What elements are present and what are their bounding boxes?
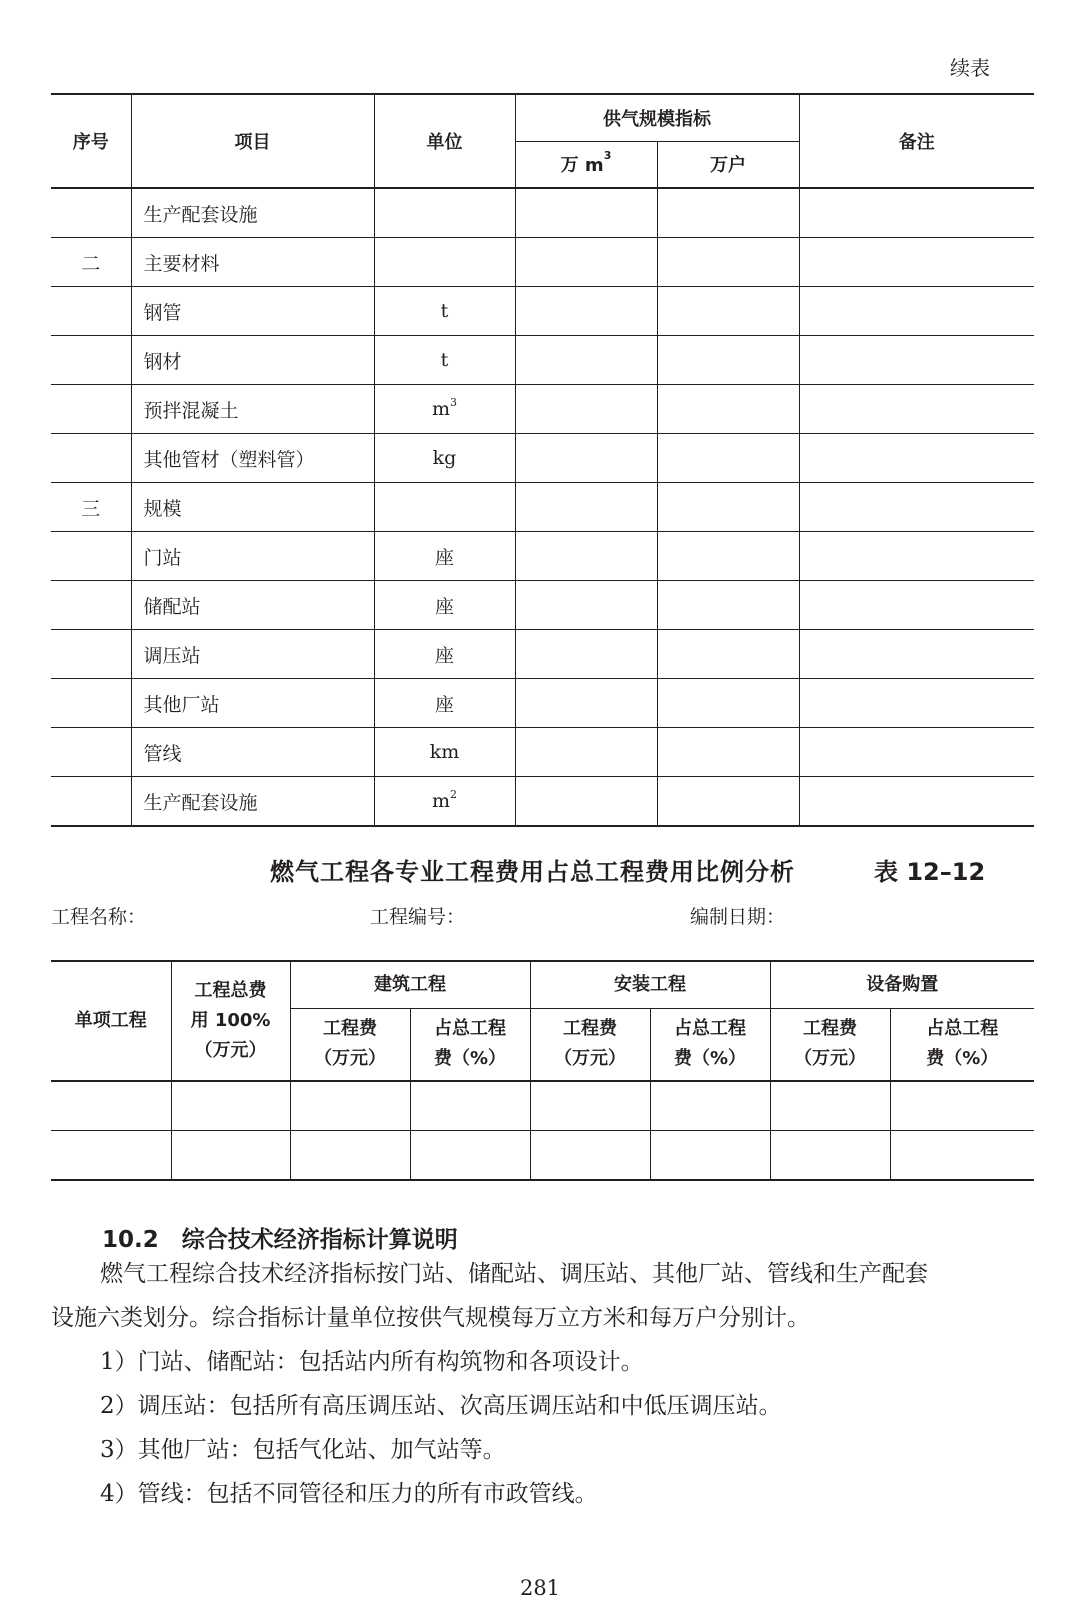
table-row (51, 679, 1034, 728)
cell-value (515, 728, 657, 777)
cell-seq (51, 287, 131, 336)
cell-remark (799, 238, 1034, 287)
cell-item: 预拌混凝土 (131, 385, 374, 434)
table-row (51, 385, 1034, 434)
cell-seq (51, 679, 131, 728)
table-row (51, 434, 1034, 483)
table-row (51, 483, 1034, 532)
cell-seq: 二 (51, 238, 131, 287)
cell-item: 管线 (131, 728, 374, 777)
cell-seq (51, 581, 131, 630)
header-scale-group: 供气规模指标 (515, 94, 799, 141)
header-per-10k-households: 万户 (657, 141, 799, 188)
header-group-equipment: 设备购置 (770, 961, 1034, 1008)
cell-value (657, 188, 799, 238)
paragraph-line: 燃气工程综合技术经济指标按门站、储配站、调压站、其他厂站、管线和生产配套 (100, 1261, 928, 1287)
cell-seq (51, 630, 131, 679)
cell-remark (799, 434, 1034, 483)
cell-unit: $m^3$ (374, 385, 515, 434)
section-heading: 10.2 综合技术经济指标计算说明 (102, 1227, 458, 1253)
cell-unit: kg (374, 434, 515, 483)
header-cost: 工程费 （万元） (530, 1008, 650, 1081)
cell-value (657, 581, 799, 630)
cell-item: 规模 (131, 483, 374, 532)
table-row (51, 532, 1034, 581)
cell-value (515, 483, 657, 532)
cell-unit: t (374, 287, 515, 336)
cell-value (657, 238, 799, 287)
cell-unit: 座 (374, 679, 515, 728)
cell-unit: t (374, 336, 515, 385)
header-unit: 单位 (374, 94, 515, 188)
cell-item: 生产配套设施 (131, 777, 374, 827)
table-row (51, 777, 1034, 827)
cell-unit: 座 (374, 581, 515, 630)
cell-item: 门站 (131, 532, 374, 581)
cell-value (515, 777, 657, 827)
paragraph-line: 设施六类划分。综合指标计量单位按供气规模每万立方米和每万户分别计。 (51, 1305, 810, 1331)
cell-unit: km (374, 728, 515, 777)
list-item: 2）调压站：包括所有高压调压站、次高压调压站和中低压调压站。 (100, 1393, 782, 1419)
cell-unit: $m^2$ (374, 777, 515, 827)
cell-remark (799, 287, 1034, 336)
header-item: 项目 (131, 94, 374, 188)
continued-label: 续表 (950, 56, 990, 80)
table-row (51, 188, 1034, 238)
cell-remark (799, 777, 1034, 827)
cell-value (515, 532, 657, 581)
cell-remark (799, 630, 1034, 679)
table-row (51, 336, 1034, 385)
meta-date: 编制日期： (690, 906, 786, 928)
cell-seq (51, 728, 131, 777)
cell-value (515, 679, 657, 728)
cell-seq (51, 777, 131, 827)
table2-title: 燃气工程各专业工程费用占总工程费用比例分析 (270, 858, 795, 886)
cell-value (515, 385, 657, 434)
table-row (51, 728, 1034, 777)
meta-project-name: 工程名称： (51, 906, 147, 928)
header-percent: 占总工程 费（%） (890, 1008, 1034, 1081)
table-row (51, 287, 1034, 336)
cell-item: 储配站 (131, 581, 374, 630)
header-remarks: 备注 (799, 94, 1034, 188)
header-group-installation: 安装工程 (530, 961, 770, 1008)
cost-ratio-table (51, 960, 1034, 1181)
cell-remark (799, 728, 1034, 777)
cell-remark (799, 679, 1034, 728)
table-row (51, 581, 1034, 630)
cell-unit: 座 (374, 630, 515, 679)
table-row (51, 1081, 1034, 1131)
cell-value (515, 434, 657, 483)
header-group-construction: 建筑工程 (290, 961, 530, 1008)
cell-value (657, 336, 799, 385)
cell-seq (51, 434, 131, 483)
cell-value (657, 483, 799, 532)
cell-item: 钢材 (131, 336, 374, 385)
cell-remark (799, 385, 1034, 434)
cell-item: 其他厂站 (131, 679, 374, 728)
cell-item: 其他管材（塑料管） (131, 434, 374, 483)
list-item: 3）其他厂站：包括气化站、加气站等。 (100, 1437, 506, 1463)
cell-seq (51, 385, 131, 434)
cell-value (657, 385, 799, 434)
cell-value (657, 630, 799, 679)
header-total-cost: 工程总费 用 100% （万元） (171, 961, 290, 1081)
header-seq: 序号 (51, 94, 131, 188)
cell-value (515, 287, 657, 336)
cell-value (657, 728, 799, 777)
cell-value (657, 679, 799, 728)
header-percent: 占总工程 费（%） (410, 1008, 530, 1081)
cell-seq: 三 (51, 483, 131, 532)
cell-value (515, 188, 657, 238)
cell-value (657, 287, 799, 336)
header-cost: 工程费 （万元） (290, 1008, 410, 1081)
page-number: 281 (519, 1576, 561, 1600)
cell-value (657, 434, 799, 483)
table2-number: 表 12–12 (874, 858, 986, 886)
cell-value (515, 630, 657, 679)
cell-remark (799, 336, 1034, 385)
cell-item: 调压站 (131, 630, 374, 679)
cell-value (657, 777, 799, 827)
cell-unit (374, 238, 515, 287)
cell-item: 生产配套设施 (131, 188, 374, 238)
header-single-item: 单项工程 (51, 961, 171, 1081)
meta-project-code: 工程编号： (370, 906, 466, 928)
cell-item: 钢管 (131, 287, 374, 336)
cell-value (515, 336, 657, 385)
table-row (51, 630, 1034, 679)
cell-seq (51, 188, 131, 238)
cell-unit (374, 188, 515, 238)
indicator-table (51, 93, 1034, 827)
header-per-10k-m3: 万 $m^3$ (515, 141, 657, 188)
cell-unit (374, 483, 515, 532)
cell-seq (51, 336, 131, 385)
table-row (51, 238, 1034, 287)
header-percent: 占总工程 费（%） (650, 1008, 770, 1081)
cell-value (515, 581, 657, 630)
cell-remark (799, 532, 1034, 581)
table-row (51, 1131, 1034, 1181)
cell-remark (799, 483, 1034, 532)
cell-value (657, 532, 799, 581)
cell-item: 主要材料 (131, 238, 374, 287)
header-cost: 工程费 （万元） (770, 1008, 890, 1081)
cell-remark (799, 581, 1034, 630)
list-item: 4）管线：包括不同管径和压力的所有市政管线。 (100, 1481, 598, 1507)
cell-seq (51, 532, 131, 581)
cell-value (515, 238, 657, 287)
cell-unit: 座 (374, 532, 515, 581)
list-item: 1）门站、储配站：包括站内所有构筑物和各项设计。 (100, 1349, 644, 1375)
cell-remark (799, 188, 1034, 238)
